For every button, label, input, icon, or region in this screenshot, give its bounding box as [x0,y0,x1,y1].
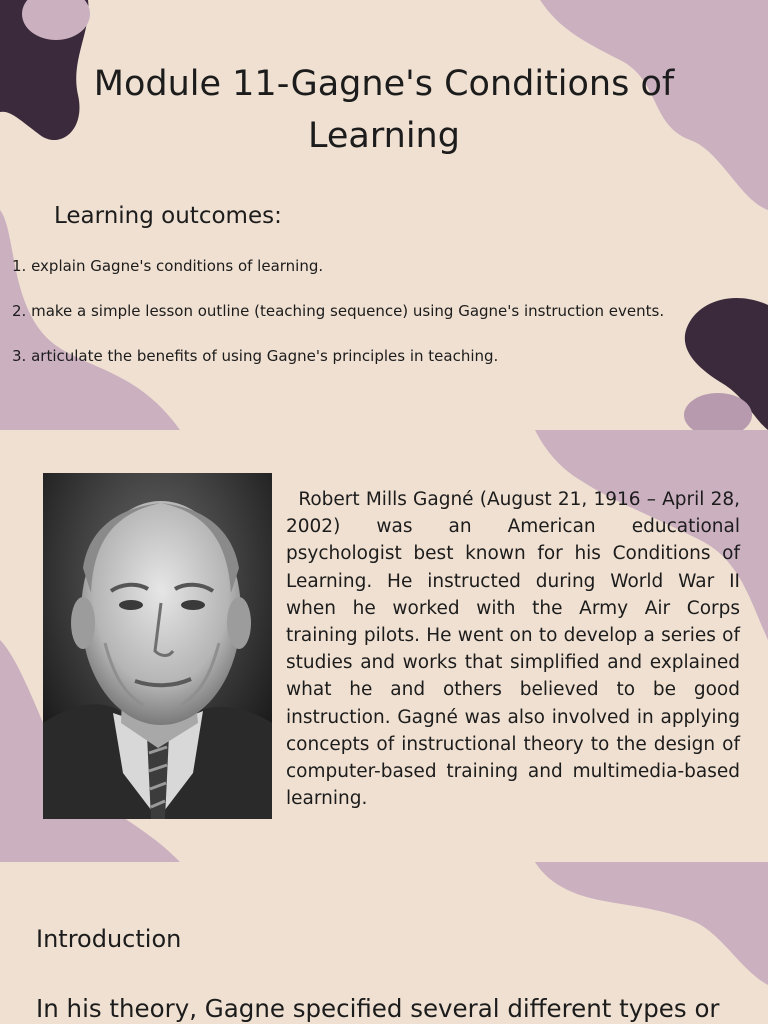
outcome-item: 3. articulate the benefits of using Gagne's principles in teaching. [12,347,499,365]
learning-outcomes-heading: Learning outcomes: [54,203,282,229]
introduction-text: In his theory, Gagne specified several different types or [36,994,720,1023]
outcome-item: 2. make a simple lesson outline (teaching sequence) using Gagne's instruction events. [12,302,665,320]
biography-text-content: Robert Mills Gagné (August 21, 1916 – April 28, 2002) was an American educational psychologist best known for his Conditions of Learning. He instructed during World War II when he worked with the Army Air Corps training pilots. He went on to develop a series of studies and works that simplified and explained what he and others believed to be good instruction. Gagné was also involved in applying concepts of instructional theory to the design of computer-based training and multimedia-based learning. [286,489,740,810]
blob-bottom-right-light [535,862,768,985]
page-title: Module 11-Gagne's Conditions of Learning [93,64,675,156]
introduction-heading: Introduction [36,925,182,953]
portrait-photo [43,473,272,819]
outcome-item: 1. explain Gagne's conditions of learning. [12,257,324,275]
biography-text [286,486,740,812]
